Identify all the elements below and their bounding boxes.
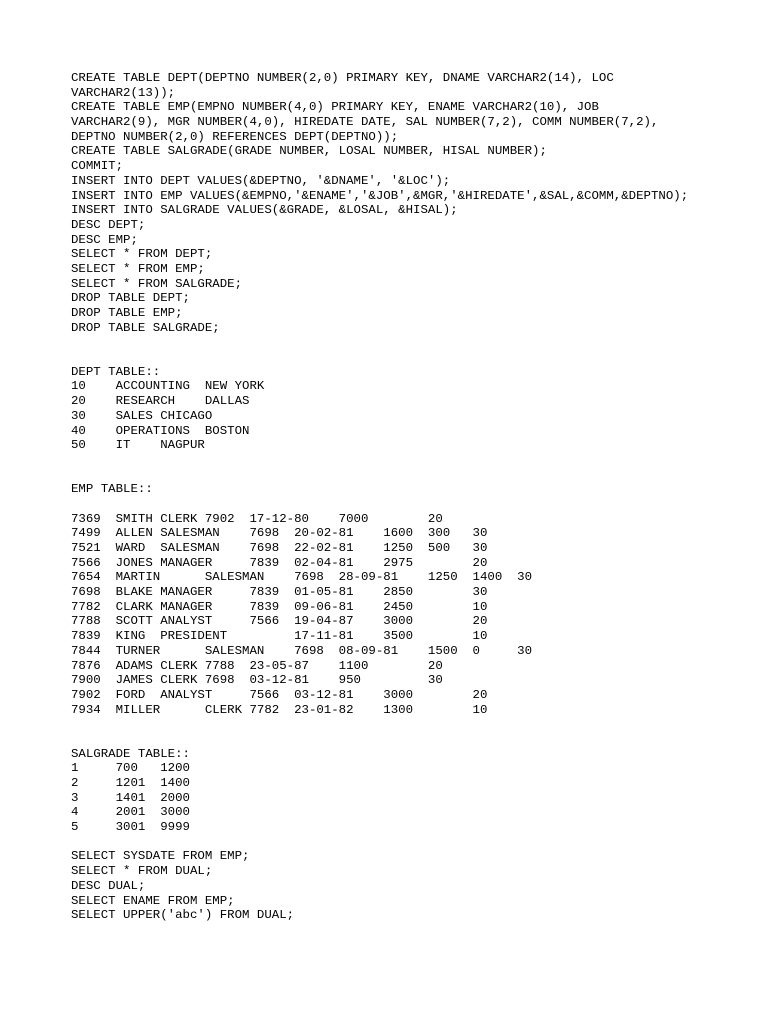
text-line: EMP TABLE:: xyxy=(71,482,153,497)
text-line: 7369 SMITH CLERK 7902 17-12-80 7000 20 xyxy=(71,511,443,526)
text-line: SALGRADE TABLE:: xyxy=(71,746,190,761)
text-line: VARCHAR2(13)); xyxy=(71,85,176,100)
text-line xyxy=(71,335,751,350)
text-line: DEPTNO NUMBER(2,0) REFERENCES DEPT(DEPTNO)); xyxy=(71,129,399,144)
text-line: 40 OPERATIONS BOSTON xyxy=(71,423,250,438)
text-line: 7782 CLARK MANAGER 7839 09-06-81 2450 10 xyxy=(71,599,488,614)
text-line: 7900 JAMES CLERK 7698 03-12-81 950 30 xyxy=(71,673,443,688)
text-line: SELECT SYSDATE FROM EMP; xyxy=(71,849,250,864)
text-line xyxy=(71,717,751,732)
document-body xyxy=(71,71,751,923)
text-line: 7934 MILLER CLERK 7782 23-01-82 1300 10 xyxy=(71,702,488,717)
text-line: DROP TABLE DEPT; xyxy=(71,291,190,306)
text-line: 7654 MARTIN SALESMAN 7698 28-09-81 1250 1400 30 xyxy=(71,570,533,585)
text-line: SELECT * FROM DUAL; xyxy=(71,864,213,879)
text-line: INSERT INTO EMP VALUES(&EMPNO,'&ENAME','&JOB',&MGR,'&HIREDATE',&SAL,&COMM,&DEPTNO); xyxy=(71,188,689,203)
text-line: COMMIT; xyxy=(71,159,124,174)
text-line: 7844 TURNER SALESMAN 7698 08-09-81 1500 0 30 xyxy=(71,643,533,658)
text-line: 5 3001 9999 xyxy=(71,820,190,835)
text-line: SELECT * FROM EMP; xyxy=(71,261,205,276)
text-line xyxy=(71,468,751,483)
text-line xyxy=(71,732,751,747)
text-line: 7902 FORD ANALYST 7566 03-12-81 3000 20 xyxy=(71,687,488,702)
text-line: SELECT * FROM SALGRADE; xyxy=(71,276,243,291)
text-line: 7566 JONES MANAGER 7839 02-04-81 2975 20 xyxy=(71,555,488,570)
text-line: 4 2001 3000 xyxy=(71,805,190,820)
text-line: DROP TABLE EMP; xyxy=(71,306,183,320)
text-line: INSERT INTO DEPT VALUES(&DEPTNO, '&DNAME', '&LOC'); xyxy=(71,173,451,188)
text-line: CREATE TABLE EMP(EMPNO NUMBER(4,0) PRIMARY KEY, ENAME VARCHAR2(10), JOB xyxy=(71,100,599,115)
text-line: DEPT TABLE:: xyxy=(71,364,161,379)
text-line: DESC EMP; xyxy=(71,232,138,247)
text-line: SELECT * FROM DEPT; xyxy=(71,247,213,262)
text-line: 2 1201 1400 xyxy=(71,776,190,790)
text-line: 1 700 1200 xyxy=(71,761,190,776)
text-line: 50 IT NAGPUR xyxy=(71,438,205,453)
text-line xyxy=(71,835,751,850)
text-line: DESC DUAL; xyxy=(71,878,146,893)
text-line: 7876 ADAMS CLERK 7788 23-05-87 1100 20 xyxy=(71,658,443,673)
text-line: 20 RESEARCH DALLAS xyxy=(71,394,250,409)
text-line: 7499 ALLEN SALESMAN 7698 20-02-81 1600 300 30 xyxy=(71,526,488,541)
text-line: CREATE TABLE SALGRADE(GRADE NUMBER, LOSAL NUMBER, HISAL NUMBER); xyxy=(71,144,547,159)
text-line: 10 ACCOUNTING NEW YORK xyxy=(71,379,265,394)
text-line: 7788 SCOTT ANALYST 7566 19-04-87 3000 20 xyxy=(71,614,488,629)
text-line xyxy=(71,497,751,512)
text-line xyxy=(71,350,751,365)
text-line: 30 SALES CHICAGO xyxy=(71,408,213,423)
text-line: 7839 KING PRESIDENT 17-11-81 3500 10 xyxy=(71,629,488,644)
text-line: DROP TABLE SALGRADE; xyxy=(71,320,220,335)
text-line: 7698 BLAKE MANAGER 7839 01-05-81 2850 30 xyxy=(71,585,488,600)
text-line: INSERT INTO SALGRADE VALUES(&GRADE, &LOSAL, &HISAL); xyxy=(71,203,458,218)
text-line: SELECT ENAME FROM EMP; xyxy=(71,893,235,908)
text-line: VARCHAR2(9), MGR NUMBER(4,0), HIREDATE DATE, SAL NUMBER(7,2), COMM NUMBER(7,2), xyxy=(71,115,659,130)
text-line: CREATE TABLE DEPT(DEPTNO NUMBER(2,0) PRIMARY KEY, DNAME VARCHAR2(14), LOC xyxy=(71,71,614,85)
text-line: 3 1401 2000 xyxy=(71,790,190,805)
text-line: DESC DEPT; xyxy=(71,217,146,232)
text-line: SELECT UPPER('abc') FROM DUAL; xyxy=(71,908,295,923)
text-line: 7521 WARD SALESMAN 7698 22-02-81 1250 500 30 xyxy=(71,541,488,555)
text-line xyxy=(71,453,751,468)
